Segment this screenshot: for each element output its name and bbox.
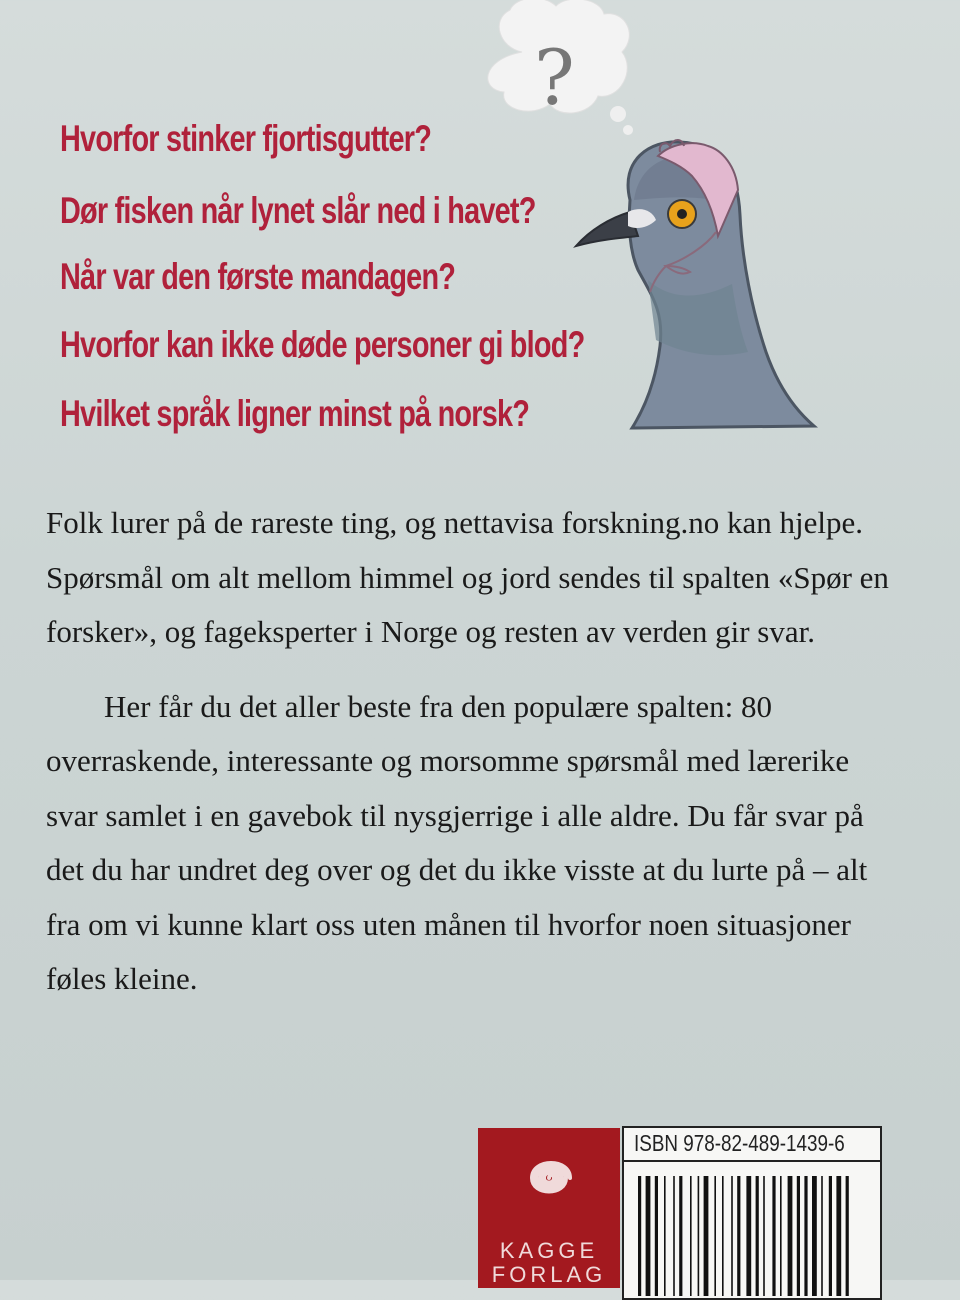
question-1: Hvorfor stinker fjortisgutter?: [60, 118, 432, 159]
isbn-number: ISBN 978-82-489-1439-6: [634, 1130, 845, 1156]
pigeon-illustration: [470, 0, 870, 440]
question-3: Når var den første mandagen?: [60, 256, 456, 297]
barcode-icon: [638, 1176, 866, 1296]
isbn-divider: [624, 1160, 880, 1162]
thought-bubble: [488, 0, 633, 135]
description-paragraph-2: Her får du det aller beste fra den populære spalten: 80 overraskende, interessante og morsomme spørsmål med lærerike svar samlet i en gavebok til nysgjerrige i alle aldre. Du får svar på det du har undret deg over og det du ikke visste at du lurte på – alt fra om vi kunne klart oss uten månen til hvorfor noen situasjoner føles kleine.: [46, 688, 868, 996]
question-4: Hvorfor kan ikke døde personer gi blod?: [60, 324, 585, 365]
publisher-name-line-2: FORLAG: [491, 1262, 607, 1287]
question-2: Dør fisken når lynet slår ned i havet?: [60, 190, 536, 231]
spiral-icon: [478, 1128, 620, 1228]
description-paragraph-1: Folk lurer på de rareste ting, og nettavisa forskning.no kan hjelpe. Spørsmål om alt mellom himmel og jord sendes til spalten «Spør en forsker», og fageksperter i Norge og resten av verden gir svar.: [46, 505, 889, 649]
question-mark: ?: [534, 33, 575, 122]
publisher-name-line-1: KAGGE: [499, 1238, 599, 1263]
question-5: Hvilket språk ligner minst på norsk?: [60, 393, 530, 434]
publisher-logo: [478, 1128, 620, 1288]
book-description: [46, 496, 906, 1007]
barcode-box: [622, 1126, 882, 1300]
